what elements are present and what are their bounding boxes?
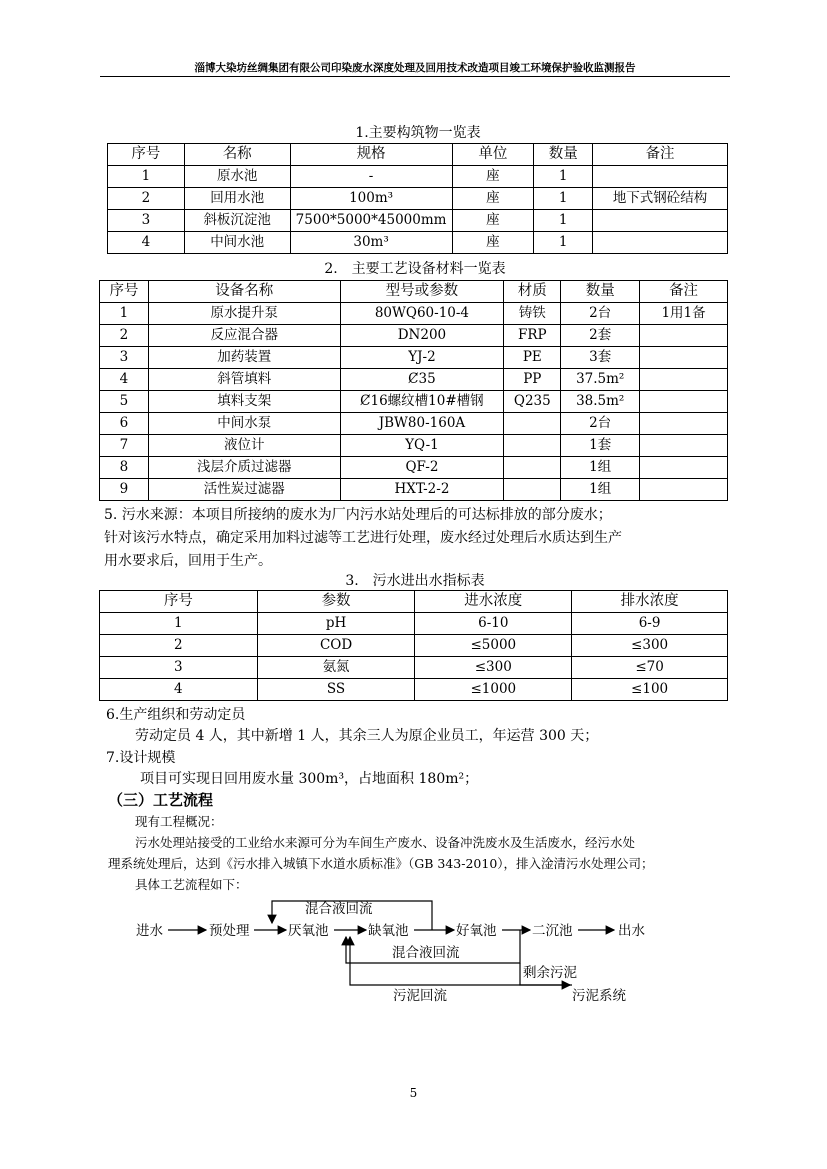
section5-line3: 用水要求后，回用于生产。 xyxy=(104,553,272,569)
structures-table-cell: 地下式钢砼结构 xyxy=(593,188,728,210)
structures-table-cell: - xyxy=(290,166,452,188)
structures-table xyxy=(107,143,728,254)
report-header: 淄博大染坊丝绸集团有限公司印染废水深度处理及回用技术改造项目竣工环境保护验收监测报告 xyxy=(194,62,636,74)
flow-node-inlet: 进水 xyxy=(136,923,163,939)
equipment-table-cell xyxy=(640,435,728,457)
equipment-table-cell: YJ-2 xyxy=(340,347,504,369)
equipment-table-cell xyxy=(504,413,561,435)
structures-table-header-cell: 数量 xyxy=(534,144,593,166)
water-quality-table xyxy=(99,590,728,701)
structures-table-cell: 7500*5000*45000mm xyxy=(290,210,452,232)
water-quality-table-cell: ≤300 xyxy=(415,657,572,679)
water-quality-table-cell: ≤1000 xyxy=(415,679,572,701)
equipment-table-cell: 铸铁 xyxy=(504,303,561,325)
structures-table-cell: 1 xyxy=(534,232,593,254)
section5-line2: 针对该污水特点，确定采用加料过滤等工艺进行处理，废水经过处理后水质达到生产 xyxy=(104,530,622,546)
structures-table-cell: 中间水池 xyxy=(184,232,290,254)
equipment-table-cell: JBW80-160A xyxy=(340,413,504,435)
equipment-table-cell: 液位计 xyxy=(148,435,340,457)
water-quality-table-cell: 2 xyxy=(100,635,258,657)
equipment-table-cell: 2台 xyxy=(561,303,640,325)
equipment-table-cell xyxy=(640,325,728,347)
equipment-table-cell: 4 xyxy=(100,369,149,391)
equipment-table-cell: 37.5m² xyxy=(561,369,640,391)
equipment-table-cell: 5 xyxy=(100,391,149,413)
process-flow-diagram xyxy=(120,895,680,1015)
flow-node-outlet: 出水 xyxy=(618,923,645,939)
water-quality-table-cell: 1 xyxy=(100,613,258,635)
equipment-table-cell: Ȼ35 xyxy=(340,369,504,391)
structures-table-cell: 4 xyxy=(108,232,185,254)
equipment-table-cell: 加药装置 xyxy=(148,347,340,369)
structures-table-cell: 回用水池 xyxy=(184,188,290,210)
equipment-table-cell: 1用1备 xyxy=(640,303,728,325)
water-quality-table-cell: COD xyxy=(257,635,415,657)
water-quality-table-row xyxy=(100,679,728,701)
equipment-table-cell: 1 xyxy=(100,303,149,325)
equipment-table-header-cell: 型号或参数 xyxy=(340,281,504,303)
water-quality-table-header-cell: 参数 xyxy=(257,591,415,613)
equipment-table-cell: 3 xyxy=(100,347,149,369)
equipment-table-cell: 原水提升泵 xyxy=(148,303,340,325)
equipment-table-header-row xyxy=(100,281,728,303)
equipment-table-row xyxy=(100,303,728,325)
equipment-table-cell: 2台 xyxy=(561,413,640,435)
section3-p1: 现有工程概况： xyxy=(135,814,223,829)
structures-table-header-cell: 规格 xyxy=(290,144,452,166)
flow-label-sludge-return: 污泥回流 xyxy=(393,988,447,1004)
structures-table-cell: 座 xyxy=(452,210,534,232)
structures-table-header-cell: 单位 xyxy=(452,144,534,166)
equipment-table-row xyxy=(100,347,728,369)
water-quality-table-cell: 氨氮 xyxy=(257,657,415,679)
water-quality-table-header-cell: 进水浓度 xyxy=(415,591,572,613)
equipment-table-cell: 2套 xyxy=(561,325,640,347)
structures-table-cell: 斜板沉淀池 xyxy=(184,210,290,232)
equipment-table-cell xyxy=(640,457,728,479)
equipment-table-cell xyxy=(504,479,561,501)
equipment-table-row xyxy=(100,457,728,479)
flow-node-secondary-clarifier: 二沉池 xyxy=(532,923,573,939)
table1-caption: 1.主要构筑物一览表 xyxy=(355,125,481,141)
equipment-table-cell: 3套 xyxy=(561,347,640,369)
structures-table-cell: 1 xyxy=(108,166,185,188)
equipment-table-row xyxy=(100,391,728,413)
water-quality-table-header-cell: 序号 xyxy=(100,591,258,613)
section3-title: （三）工艺流程 xyxy=(108,791,214,809)
equipment-table-cell: HXT-2-2 xyxy=(340,479,504,501)
equipment-table-cell xyxy=(640,369,728,391)
equipment-table-cell: 38.5m² xyxy=(561,391,640,413)
structures-table-header-cell: 备注 xyxy=(593,144,728,166)
water-quality-table-row xyxy=(100,657,728,679)
structures-table-cell: 1 xyxy=(534,166,593,188)
equipment-table-cell: PP xyxy=(504,369,561,391)
water-quality-table-cell: pH xyxy=(257,613,415,635)
structures-table-cell: 3 xyxy=(108,210,185,232)
structures-table-row xyxy=(108,210,728,232)
equipment-table-cell: 6 xyxy=(100,413,149,435)
flow-label-excess-sludge: 剩余污泥 xyxy=(523,965,577,981)
water-quality-table-cell: 3 xyxy=(100,657,258,679)
table2-caption: 2. 主要工艺设备材料一览表 xyxy=(324,261,506,277)
water-quality-table-header-row xyxy=(100,591,728,613)
equipment-table-cell: 8 xyxy=(100,457,149,479)
structures-table-cell xyxy=(593,166,728,188)
structures-table-cell: 30m³ xyxy=(290,232,452,254)
water-quality-table-header-cell: 排水浓度 xyxy=(572,591,728,613)
equipment-table-cell: PE xyxy=(504,347,561,369)
equipment-table-cell xyxy=(504,457,561,479)
equipment-table-cell: 活性炭过滤器 xyxy=(148,479,340,501)
equipment-table-cell: 9 xyxy=(100,479,149,501)
section6-text: 劳动定员 4 人，其中新增 1 人，其余三人为原企业员工，年运营 300 天； xyxy=(135,728,599,744)
equipment-table-header-cell: 序号 xyxy=(100,281,149,303)
equipment-table-cell: 2 xyxy=(100,325,149,347)
water-quality-table-cell: 6-10 xyxy=(415,613,572,635)
flow-label-sludge-system: 污泥系统 xyxy=(572,988,626,1004)
equipment-table-cell xyxy=(640,347,728,369)
equipment-table-header-cell: 设备名称 xyxy=(148,281,340,303)
equipment-table-cell: 80WQ60-10-4 xyxy=(340,303,504,325)
equipment-table-header-cell: 数量 xyxy=(561,281,640,303)
structures-table-cell: 2 xyxy=(108,188,185,210)
equipment-table-row xyxy=(100,413,728,435)
structures-table-cell xyxy=(593,232,728,254)
section5-line1: 5. 污水来源：本项目所接纳的废水为厂内污水站处理后的可达标排放的部分废水； xyxy=(104,507,612,523)
structures-table-cell: 座 xyxy=(452,232,534,254)
equipment-table-cell: 1套 xyxy=(561,435,640,457)
flow-label-loop-mid: 混合液回流 xyxy=(392,945,460,961)
structures-table-cell: 座 xyxy=(452,188,534,210)
flow-node-pretreatment: 预处理 xyxy=(209,923,250,939)
equipment-table-cell: Ȼ16螺纹槽10#槽钢 xyxy=(340,391,504,413)
section7-text: 项目可实现日回用废水量 300m³，占地面积 180m²； xyxy=(140,771,479,787)
water-quality-table-row xyxy=(100,613,728,635)
section3-p2: 污水处理站接受的工业给水来源可分为车间生产废水、设备冲洗废水及生活废水，经污水处 xyxy=(135,835,636,850)
equipment-table-cell: 浅层介质过滤器 xyxy=(148,457,340,479)
equipment-table-cell xyxy=(640,391,728,413)
header-rule xyxy=(100,76,730,77)
structures-table-row xyxy=(108,232,728,254)
water-quality-table-cell: ≤70 xyxy=(572,657,728,679)
equipment-table-cell xyxy=(640,479,728,501)
equipment-table-row xyxy=(100,479,728,501)
water-quality-table-cell: ≤5000 xyxy=(415,635,572,657)
section6-title: 6.生产组织和劳动定员 xyxy=(106,707,246,723)
water-quality-table-cell: SS xyxy=(257,679,415,701)
equipment-table-cell: YQ-1 xyxy=(340,435,504,457)
section3-p3: 理系统处理后，达到《污水排入城镇下水道水质标准》（GB 343-2010），排入淦清污水处理公司； xyxy=(108,856,654,871)
section5-text xyxy=(104,504,734,573)
equipment-table-cell: FRP xyxy=(504,325,561,347)
structures-table-cell: 原水池 xyxy=(184,166,290,188)
water-quality-table-cell: 4 xyxy=(100,679,258,701)
water-quality-table-cell: ≤300 xyxy=(572,635,728,657)
equipment-table-row xyxy=(100,325,728,347)
page-number: 5 xyxy=(409,1086,418,1100)
structures-table-header-cell: 序号 xyxy=(108,144,185,166)
flow-node-anaerobic: 厌氧池 xyxy=(288,923,329,939)
structures-table-cell: 100m³ xyxy=(290,188,452,210)
equipment-table-cell: DN200 xyxy=(340,325,504,347)
structures-table-cell: 1 xyxy=(534,210,593,232)
equipment-table-row xyxy=(100,435,728,457)
equipment-table-cell xyxy=(640,413,728,435)
structures-table-cell: 1 xyxy=(534,188,593,210)
structures-table-cell xyxy=(593,210,728,232)
equipment-table-row xyxy=(100,369,728,391)
equipment-table-cell: 中间水泵 xyxy=(148,413,340,435)
equipment-table-cell: 斜管填料 xyxy=(148,369,340,391)
flow-label-loop-top: 混合液回流 xyxy=(305,901,373,917)
structures-table-cell: 座 xyxy=(452,166,534,188)
flow-node-anoxic: 缺氧池 xyxy=(368,923,409,939)
structures-table-row xyxy=(108,188,728,210)
equipment-table-cell xyxy=(504,435,561,457)
equipment-table-cell: 1组 xyxy=(561,457,640,479)
equipment-table-header-cell: 材质 xyxy=(504,281,561,303)
structures-table-row xyxy=(108,166,728,188)
structures-table-header-cell: 名称 xyxy=(184,144,290,166)
equipment-table-cell: 7 xyxy=(100,435,149,457)
equipment-table-cell: 1组 xyxy=(561,479,640,501)
equipment-table-header-cell: 备注 xyxy=(640,281,728,303)
equipment-table xyxy=(99,280,728,501)
equipment-table-cell: 反应混合器 xyxy=(148,325,340,347)
equipment-table-cell: Q235 xyxy=(504,391,561,413)
flow-node-aerobic: 好氧池 xyxy=(456,923,497,939)
water-quality-table-cell: ≤100 xyxy=(572,679,728,701)
water-quality-table-cell: 6-9 xyxy=(572,613,728,635)
section7-title: 7.设计规模 xyxy=(106,750,176,766)
water-quality-table-row xyxy=(100,635,728,657)
equipment-table-cell: QF-2 xyxy=(340,457,504,479)
equipment-table-cell: 填料支架 xyxy=(148,391,340,413)
table3-caption: 3. 污水进出水指标表 xyxy=(345,573,485,589)
section3-p4: 具体工艺流程如下： xyxy=(135,877,248,892)
structures-table-header-row xyxy=(108,144,728,166)
